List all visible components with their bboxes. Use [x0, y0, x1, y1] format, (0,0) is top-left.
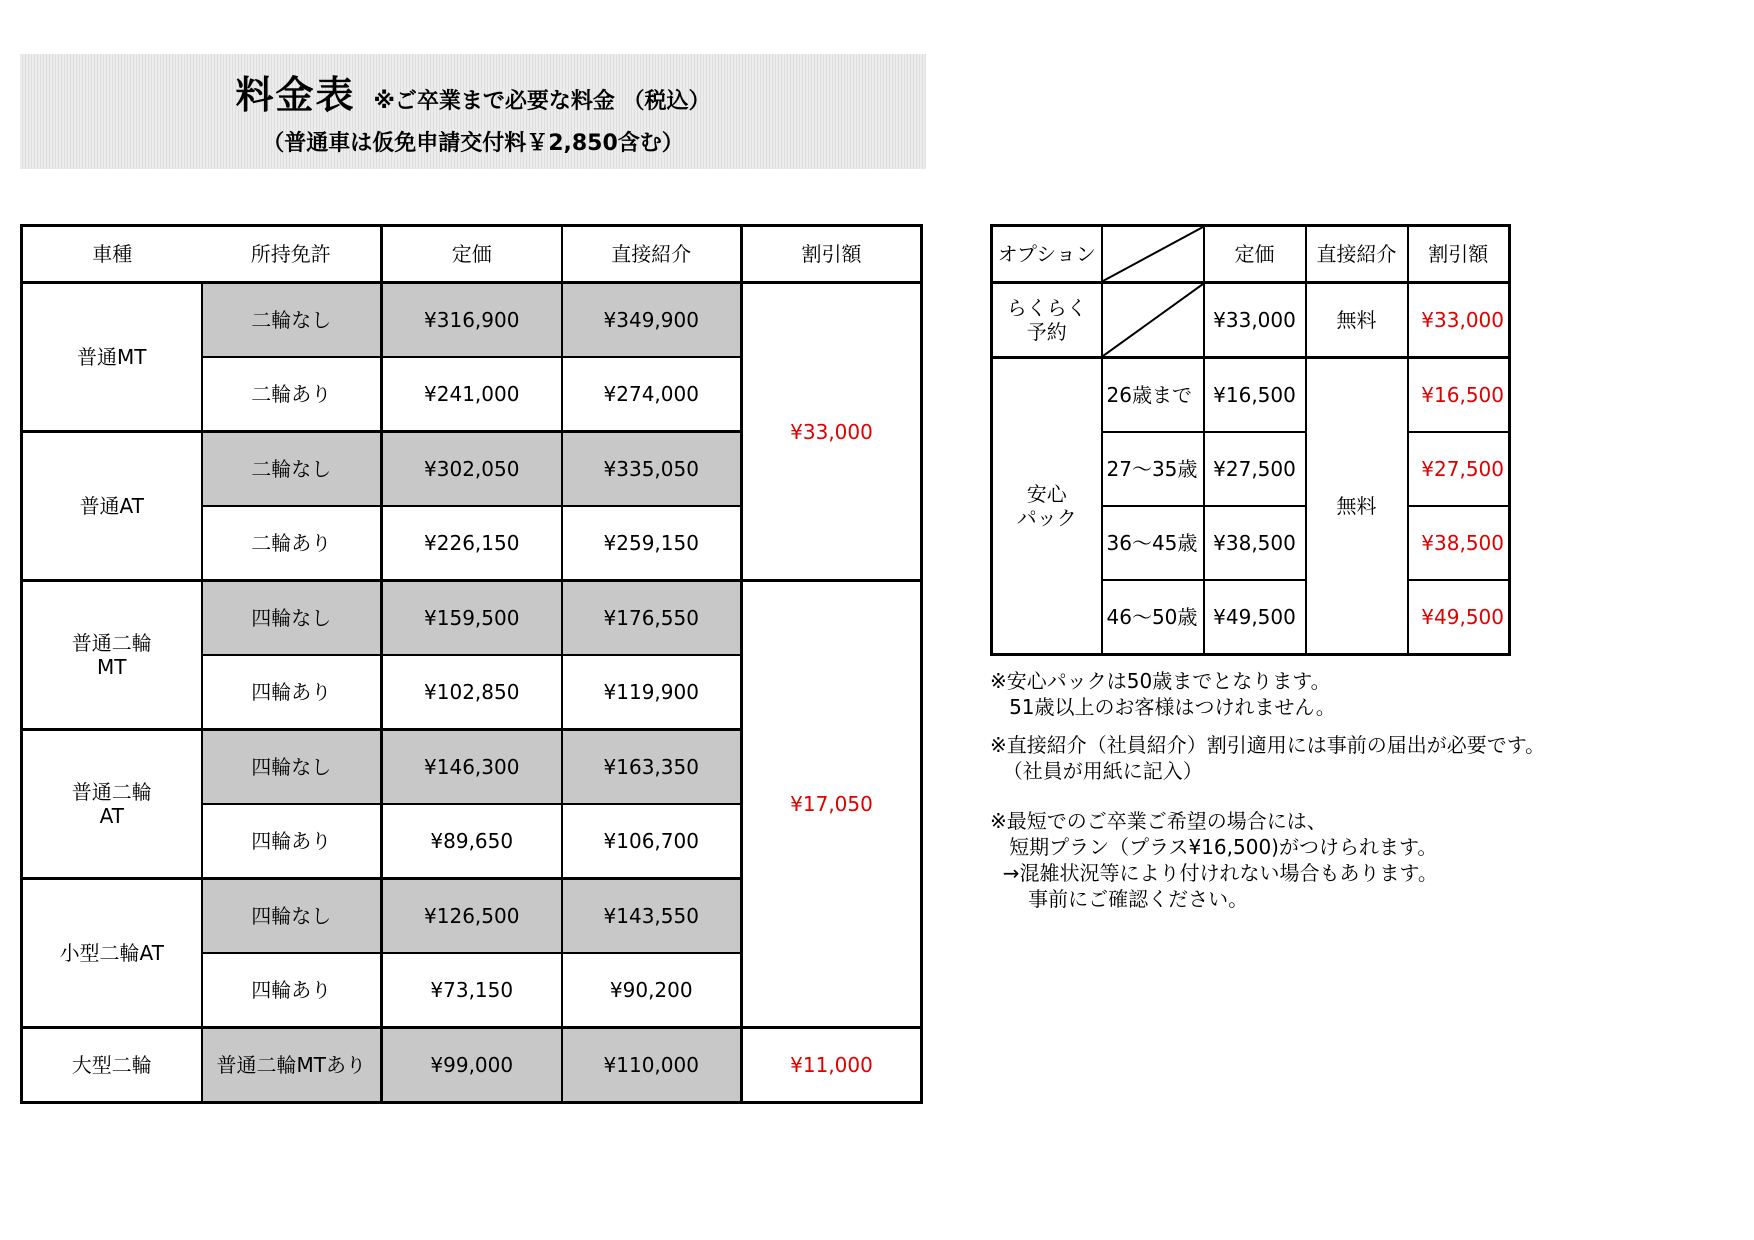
price-table	[20, 224, 923, 1104]
discount-cell: ¥33,000	[1408, 283, 1510, 358]
discount-cell: ¥27,500	[1408, 432, 1510, 506]
referral-cell: ¥106,700	[562, 804, 742, 879]
diagonal-line-icon	[1103, 227, 1203, 281]
diagonal-cell	[1102, 283, 1204, 358]
price-cell: ¥146,300	[382, 730, 562, 805]
referral-cell: ¥90,200	[562, 953, 742, 1028]
license-cell: 四輪なし	[202, 879, 382, 954]
header-diagonal	[1102, 226, 1204, 283]
price-cell: ¥226,150	[382, 506, 562, 581]
discount-cell: ¥38,500	[1408, 506, 1510, 580]
price-cell: ¥38,500	[1204, 506, 1306, 580]
vehicle-type: 小型二輪AT	[22, 879, 202, 1028]
note-line: ※最短でのご卒業ご希望の場合には、	[990, 809, 1327, 833]
referral-cell: ¥259,150	[562, 506, 742, 581]
referral-cell: ¥335,050	[562, 432, 742, 507]
table-row	[22, 1028, 922, 1103]
header-price: 定価	[1204, 226, 1306, 283]
notes	[990, 668, 1545, 912]
vehicle-type: 普通二輪 MT	[22, 581, 202, 730]
header-license: 所持免許	[202, 226, 382, 283]
vehicle-type: 普通AT	[22, 432, 202, 581]
price-cell: ¥89,650	[382, 804, 562, 879]
table-row	[992, 283, 1510, 358]
age-cell: 46～50歳	[1102, 580, 1204, 655]
referral-cell: ¥176,550	[562, 581, 742, 656]
license-cell: 二輪あり	[202, 506, 382, 581]
price-table-header	[22, 226, 922, 283]
note-line: ※直接紹介（社員紹介）割引適用には事前の届出が必要です。	[990, 733, 1546, 757]
discount-cell: ¥49,500	[1408, 580, 1510, 655]
license-cell: 四輪あり	[202, 953, 382, 1028]
note-line: 51歳以上のお客様はつけれません。	[990, 695, 1336, 719]
license-cell: 二輪なし	[202, 283, 382, 358]
title-note: ※ご卒業まで必要な料金 （税込）	[373, 89, 711, 114]
price-cell: ¥73,150	[382, 953, 562, 1028]
note-line: →混雑状況等により付けれない場合もあります。	[990, 861, 1438, 885]
discount-cell: ¥11,000	[742, 1028, 922, 1103]
license-cell: 四輪なし	[202, 581, 382, 656]
header-referral: 直接紹介	[562, 226, 742, 283]
license-cell: 普通二輪MTあり	[202, 1028, 382, 1103]
note-line: 短期プラン（プラス¥16,500)がつけられます。	[990, 835, 1438, 859]
price-cell: ¥316,900	[382, 283, 562, 358]
referral-cell: ¥163,350	[562, 730, 742, 805]
header-referral: 直接紹介	[1306, 226, 1408, 283]
price-cell: ¥102,850	[382, 655, 562, 730]
license-cell: 四輪あり	[202, 655, 382, 730]
table-row	[22, 581, 922, 656]
license-cell: 二輪なし	[202, 432, 382, 507]
age-cell: 27～35歳	[1102, 432, 1204, 506]
discount-cell: ¥33,000	[742, 283, 922, 581]
license-cell: 四輪なし	[202, 730, 382, 805]
header-vehicle-type: 車種	[22, 226, 202, 283]
price-cell: ¥159,500	[382, 581, 562, 656]
price-cell: ¥302,050	[382, 432, 562, 507]
discount-cell: ¥17,050	[742, 581, 922, 1028]
option-name: 安心 パック	[992, 358, 1102, 655]
price-cell: ¥33,000	[1204, 283, 1306, 358]
referral-cell: ¥274,000	[562, 357, 742, 432]
referral-cell: 無料	[1306, 283, 1408, 358]
title-banner	[20, 54, 926, 169]
vehicle-type: 大型二輪	[22, 1028, 202, 1103]
header-discount: 割引額	[1408, 226, 1510, 283]
header-option: オプション	[992, 226, 1102, 283]
header-discount: 割引額	[742, 226, 922, 283]
referral-cell: ¥349,900	[562, 283, 742, 358]
referral-cell: ¥119,900	[562, 655, 742, 730]
header-price: 定価	[382, 226, 562, 283]
age-cell: 36～45歳	[1102, 506, 1204, 580]
price-cell: ¥99,000	[382, 1028, 562, 1103]
discount-cell: ¥16,500	[1408, 358, 1510, 433]
age-cell: 26歳まで	[1102, 358, 1204, 433]
vehicle-type: 普通MT	[22, 283, 202, 432]
referral-cell: ¥110,000	[562, 1028, 742, 1103]
option-table	[990, 224, 1511, 656]
option-name: らくらく 予約	[992, 283, 1102, 358]
option-table-header	[992, 226, 1510, 283]
referral-cell: ¥143,550	[562, 879, 742, 954]
price-cell: ¥27,500	[1204, 432, 1306, 506]
vehicle-type: 普通二輪 AT	[22, 730, 202, 879]
page-title: 料金表	[235, 73, 356, 117]
title-line	[20, 64, 926, 119]
note-line: （社員が用紙に記入）	[990, 759, 1203, 783]
note-line: 事前にご確認ください。	[990, 887, 1249, 911]
price-cell: ¥16,500	[1204, 358, 1306, 433]
referral-cell: 無料	[1306, 358, 1408, 655]
note-line: ※安心パックは50歳までとなります。	[990, 669, 1331, 693]
table-row	[992, 358, 1510, 433]
price-cell: ¥126,500	[382, 879, 562, 954]
diagonal-line-icon	[1103, 284, 1203, 356]
price-cell: ¥241,000	[382, 357, 562, 432]
price-cell: ¥49,500	[1204, 580, 1306, 655]
license-cell: 四輪あり	[202, 804, 382, 879]
license-cell: 二輪あり	[202, 357, 382, 432]
table-row	[22, 283, 922, 358]
title-subnote: （普通車は仮免申請交付料￥2,850含む）	[262, 131, 684, 156]
